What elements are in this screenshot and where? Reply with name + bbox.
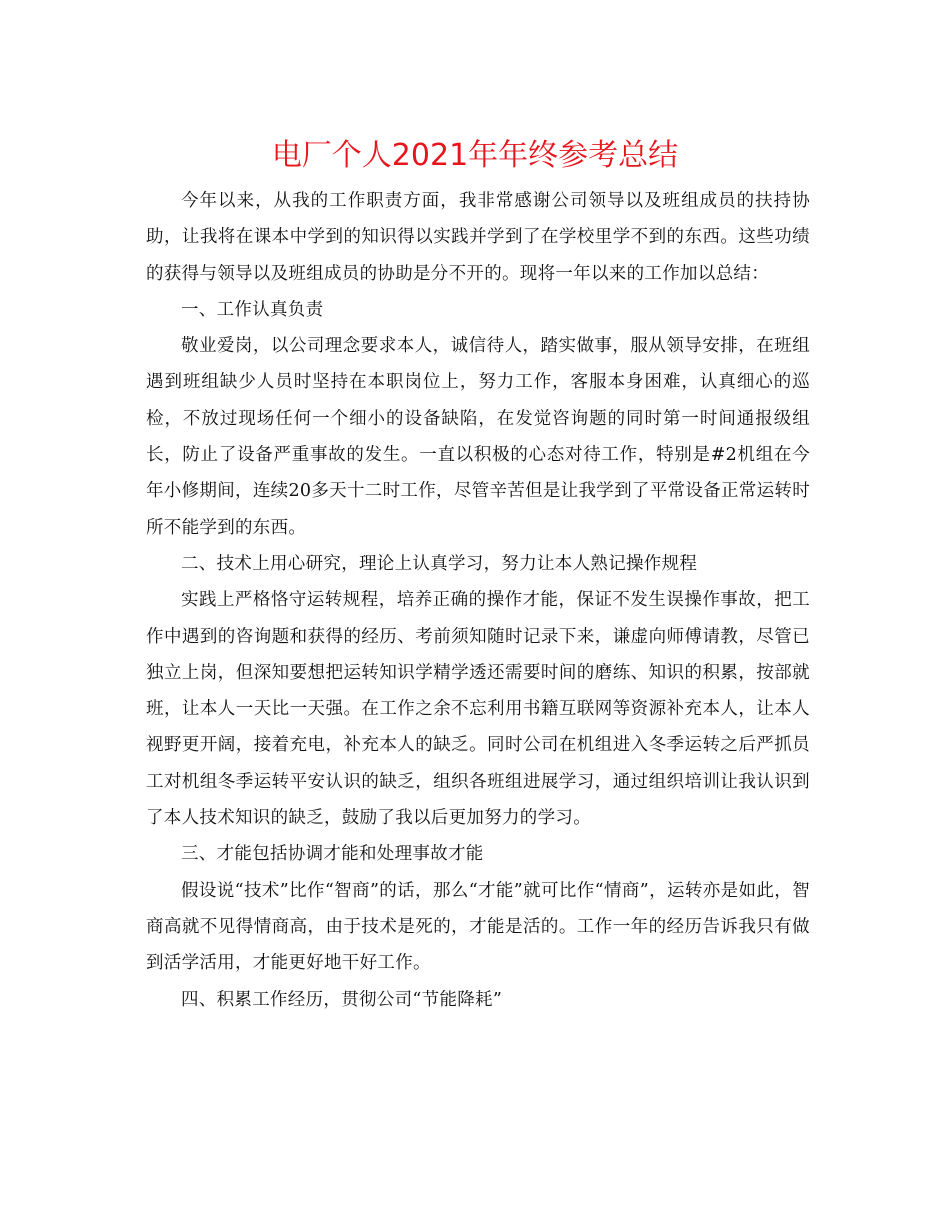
section-heading-3: 三、才能包括协调才能和处理事故才能 bbox=[181, 844, 484, 865]
section-paragraph-3: 假设说“技术”比作“智商”的话，那么“才能”就可比作“情商”，运转亦是如此，智商高就不见得情商高，由于技术是死的，才能是活的。工作一年的经历告诉我只有做到活学活用，才能更好地干好工作。 bbox=[146, 880, 810, 974]
section-paragraph-1: 敬业爱岗，以公司理念要求本人，诚信待人，踏实做事，服从领导安排，在班组遇到班组缺少人员时坚持在本职岗位上，努力工作，客服本身困难，认真细心的巡检，不放过现场任何一个细小的设备缺陷，在发觉咨询题的同时第一时间通报级组长，防止了设备严重事故的发生。一直以积极的心态对待工作，特别是#2机组在今年小修期间，连续20多天十二时工作，尽管辛苦但是让我学到了平常设备正常运转时所不能学到的东西。 bbox=[146, 336, 810, 538]
document-title: 电厂个人2021年年终参考总结 bbox=[271, 138, 679, 173]
section-heading-1: 一、工作认真负责 bbox=[181, 299, 324, 320]
section-heading-4: 四、积累工作经历，贯彻公司“节能降耗” bbox=[181, 989, 503, 1010]
section-paragraph-2: 实践上严格恪守运转规程，培养正确的操作才能，保证不发生误操作事故，把工作中遇到的咨询题和获得的经历、考前须知随时记录下来，谦虚向师傅请教，尽管已独立上岗，但深知要想把运转知识学精学透还需要时间的磨练、知识的积累，按部就班，让本人一天比一天强。在工作之余不忘利用书籍互联网等资源补充本人，让本人视野更开阔，接着充电，补充本人的缺乏。同时公司在机组进入冬季运转之后严抓员工对机组冬季运转平安认识的缺乏，组织各班组进展学习，通过组织培训让我认识到了本人技术知识的缺乏，鼓励了我以后更加努力的学习。 bbox=[146, 590, 810, 829]
section-heading-2: 二、技术上用心研究，理论上认真学习，努力让本人熟记操作规程 bbox=[181, 553, 698, 574]
document-body bbox=[146, 183, 810, 1018]
intro-paragraph: 今年以来，从我的工作职责方面，我非常感谢公司领导以及班组成员的扶持协助，让我将在课本中学到的知识得以实践并学到了在学校里学不到的东西。这些功绩的获得与领导以及班组成员的协助是分不开的。现将一年以来的工作加以总结： bbox=[146, 191, 810, 284]
